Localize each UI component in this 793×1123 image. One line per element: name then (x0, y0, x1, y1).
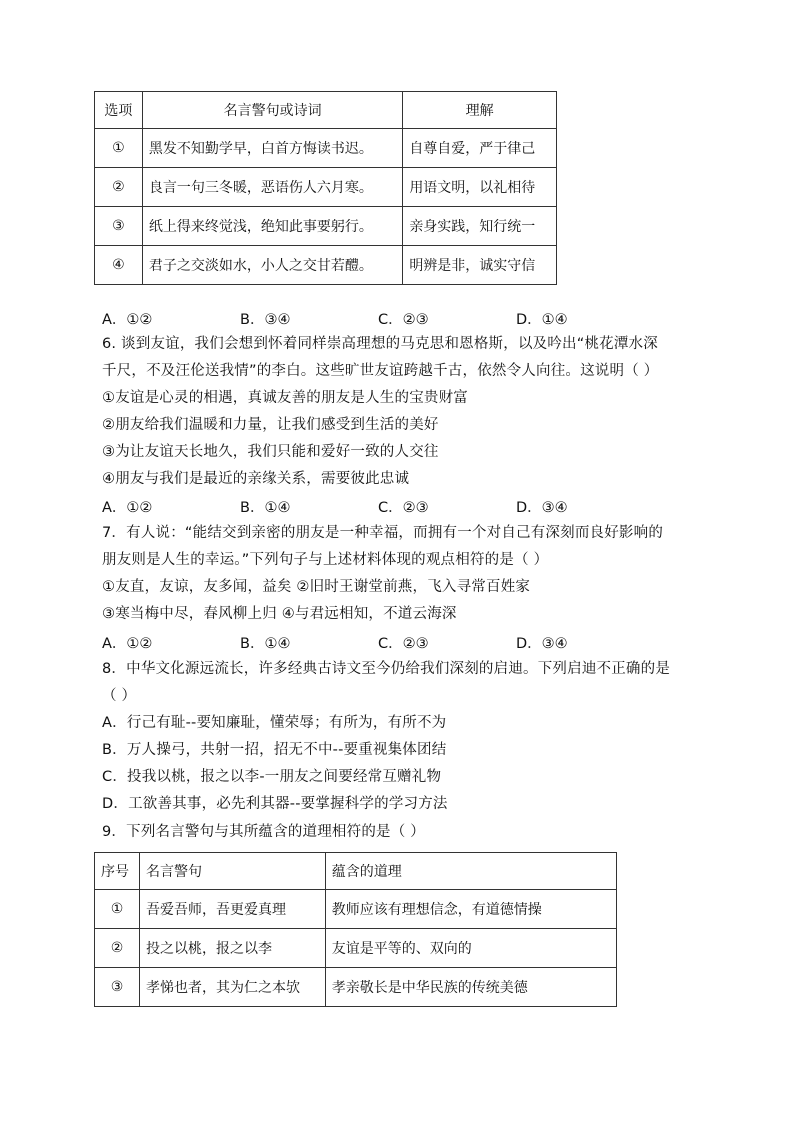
header-cell: 理解 (403, 92, 557, 129)
q6-option-d[interactable]: D．③④ (516, 500, 568, 516)
quote-table-2 (94, 852, 617, 1007)
q6-item: ④朋友与我们是最近的亲缘关系，需要彼此忠诚 (102, 471, 410, 487)
q8-stem-line-2: （ ） (102, 688, 137, 704)
row-number: ① (95, 129, 143, 168)
q6-item: ②朋友给我们温暖和力量，让我们感受到生活的美好 (102, 417, 439, 433)
table-row (95, 890, 617, 929)
q8-option-a[interactable]: A．行己有耻--要知廉耻，懂荣辱；有所为，有所不为 (102, 715, 447, 731)
q8-stem-line-1: 8．中华文化源远流长，许多经典古诗文至今仍给我们深刻的启迪。下列启迪不正确的是 (102, 661, 671, 677)
q7-item: ①友直，友谅，友多闻，益矣 ②旧时王谢堂前燕，飞入寻常百姓家 (102, 579, 531, 595)
table-header-row (95, 92, 557, 129)
row-number: ② (95, 168, 143, 207)
q6-item: ①友谊是心灵的相遇，真诚友善的朋友是人生的宝贵财富 (102, 390, 468, 406)
table-row (95, 968, 617, 1007)
q5-option-a[interactable]: A．①② (102, 312, 153, 328)
meaning-cell: 孝亲敬长是中华民族的传统美德 (325, 968, 616, 1007)
header-cell: 蕴含的道理 (325, 853, 616, 890)
row-number: ③ (95, 968, 140, 1007)
header-cell: 选项 (95, 92, 143, 129)
quote-cell: 黑发不知勤学早，白首方悔读书迟。 (142, 129, 402, 168)
table-row (95, 168, 557, 207)
meaning-cell: 友谊是平等的、双向的 (325, 929, 616, 968)
meaning-cell: 教师应该有理想信念，有道德情操 (325, 890, 616, 929)
row-number: ① (95, 890, 140, 929)
q7-option-a[interactable]: A．①② (102, 636, 153, 652)
quote-cell: 良言一句三冬暖，恶语伤人六月寒。 (142, 168, 402, 207)
q7-item: ③寒当梅中尽，春风柳上归 ④与君远相知，不道云海深 (102, 606, 457, 622)
q7-stem-line-2: 朋友则是人生的幸运。”下列句子与上述材料体现的观点相符的是（ ） (102, 552, 549, 568)
q7-option-c[interactable]: C．②③ (378, 636, 429, 652)
quote-cell: 君子之交淡如水，小人之交甘若醴。 (142, 246, 402, 285)
q5-option-c[interactable]: C．②③ (378, 312, 429, 328)
meaning-cell: 明辨是非，诚实守信 (403, 246, 557, 285)
row-number: ④ (95, 246, 143, 285)
q5-option-b[interactable]: B．③④ (240, 312, 291, 328)
meaning-cell: 亲身实践，知行统一 (403, 207, 557, 246)
q6-option-b[interactable]: B．①④ (240, 500, 291, 516)
quote-table-1 (94, 91, 557, 285)
meaning-cell: 用语文明，以礼相待 (403, 168, 557, 207)
q5-option-d[interactable]: D．①④ (516, 312, 568, 328)
table-row (95, 129, 557, 168)
q6-option-a[interactable]: A．①② (102, 500, 153, 516)
q8-option-d[interactable]: D．工欲善其事，必先利其器--要掌握科学的学习方法 (102, 796, 448, 812)
q6-item: ③为让友谊天长地久，我们只能和爱好一致的人交往 (102, 444, 439, 460)
table-row (95, 929, 617, 968)
table-row (95, 246, 557, 285)
q6-stem-line-1: 6. 谈到友谊，我们会想到怀着同样崇高理想的马克思和恩格斯，以及吟出“桃花潭水深 (102, 336, 658, 352)
quote-cell: 孝悌也者，其为仁之本欤 (139, 968, 325, 1007)
header-cell: 名言警句或诗词 (142, 92, 402, 129)
q7-option-d[interactable]: D．③④ (516, 636, 568, 652)
row-number: ② (95, 929, 140, 968)
meaning-cell: 自尊自爱，严于律己 (403, 129, 557, 168)
quote-cell: 吾爱吾师，吾更爱真理 (139, 890, 325, 929)
q7-option-b[interactable]: B．①④ (240, 636, 291, 652)
q6-option-c[interactable]: C．②③ (378, 500, 429, 516)
q8-option-c[interactable]: C．投我以桃，报之以李-一朋友之间要经常互赠礼物 (102, 769, 442, 785)
header-cell: 序号 (95, 853, 140, 890)
q6-stem-line-2: 千尺，不及汪伦送我情”的李白。这些旷世友谊跨越千古，依然令人向往。这说明（ ） (102, 363, 659, 379)
quote-cell: 纸上得来终觉浅，绝知此事要躬行。 (142, 207, 402, 246)
quote-cell: 投之以桃，报之以李 (139, 929, 325, 968)
q9-stem: 9．下列名言警句与其所蕴含的道理相符的是（ ） (102, 824, 425, 840)
row-number: ③ (95, 207, 143, 246)
q8-option-b[interactable]: B．万人操弓，共射一招，招无不中--要重视集体团结 (102, 742, 447, 758)
table-row (95, 207, 557, 246)
table-header-row (95, 853, 617, 890)
q7-stem-line-1: 7．有人说：“能结交到亲密的朋友是一种幸福，而拥有一个对自己有深刻而良好影响的 (102, 525, 664, 541)
header-cell: 名言警句 (139, 853, 325, 890)
